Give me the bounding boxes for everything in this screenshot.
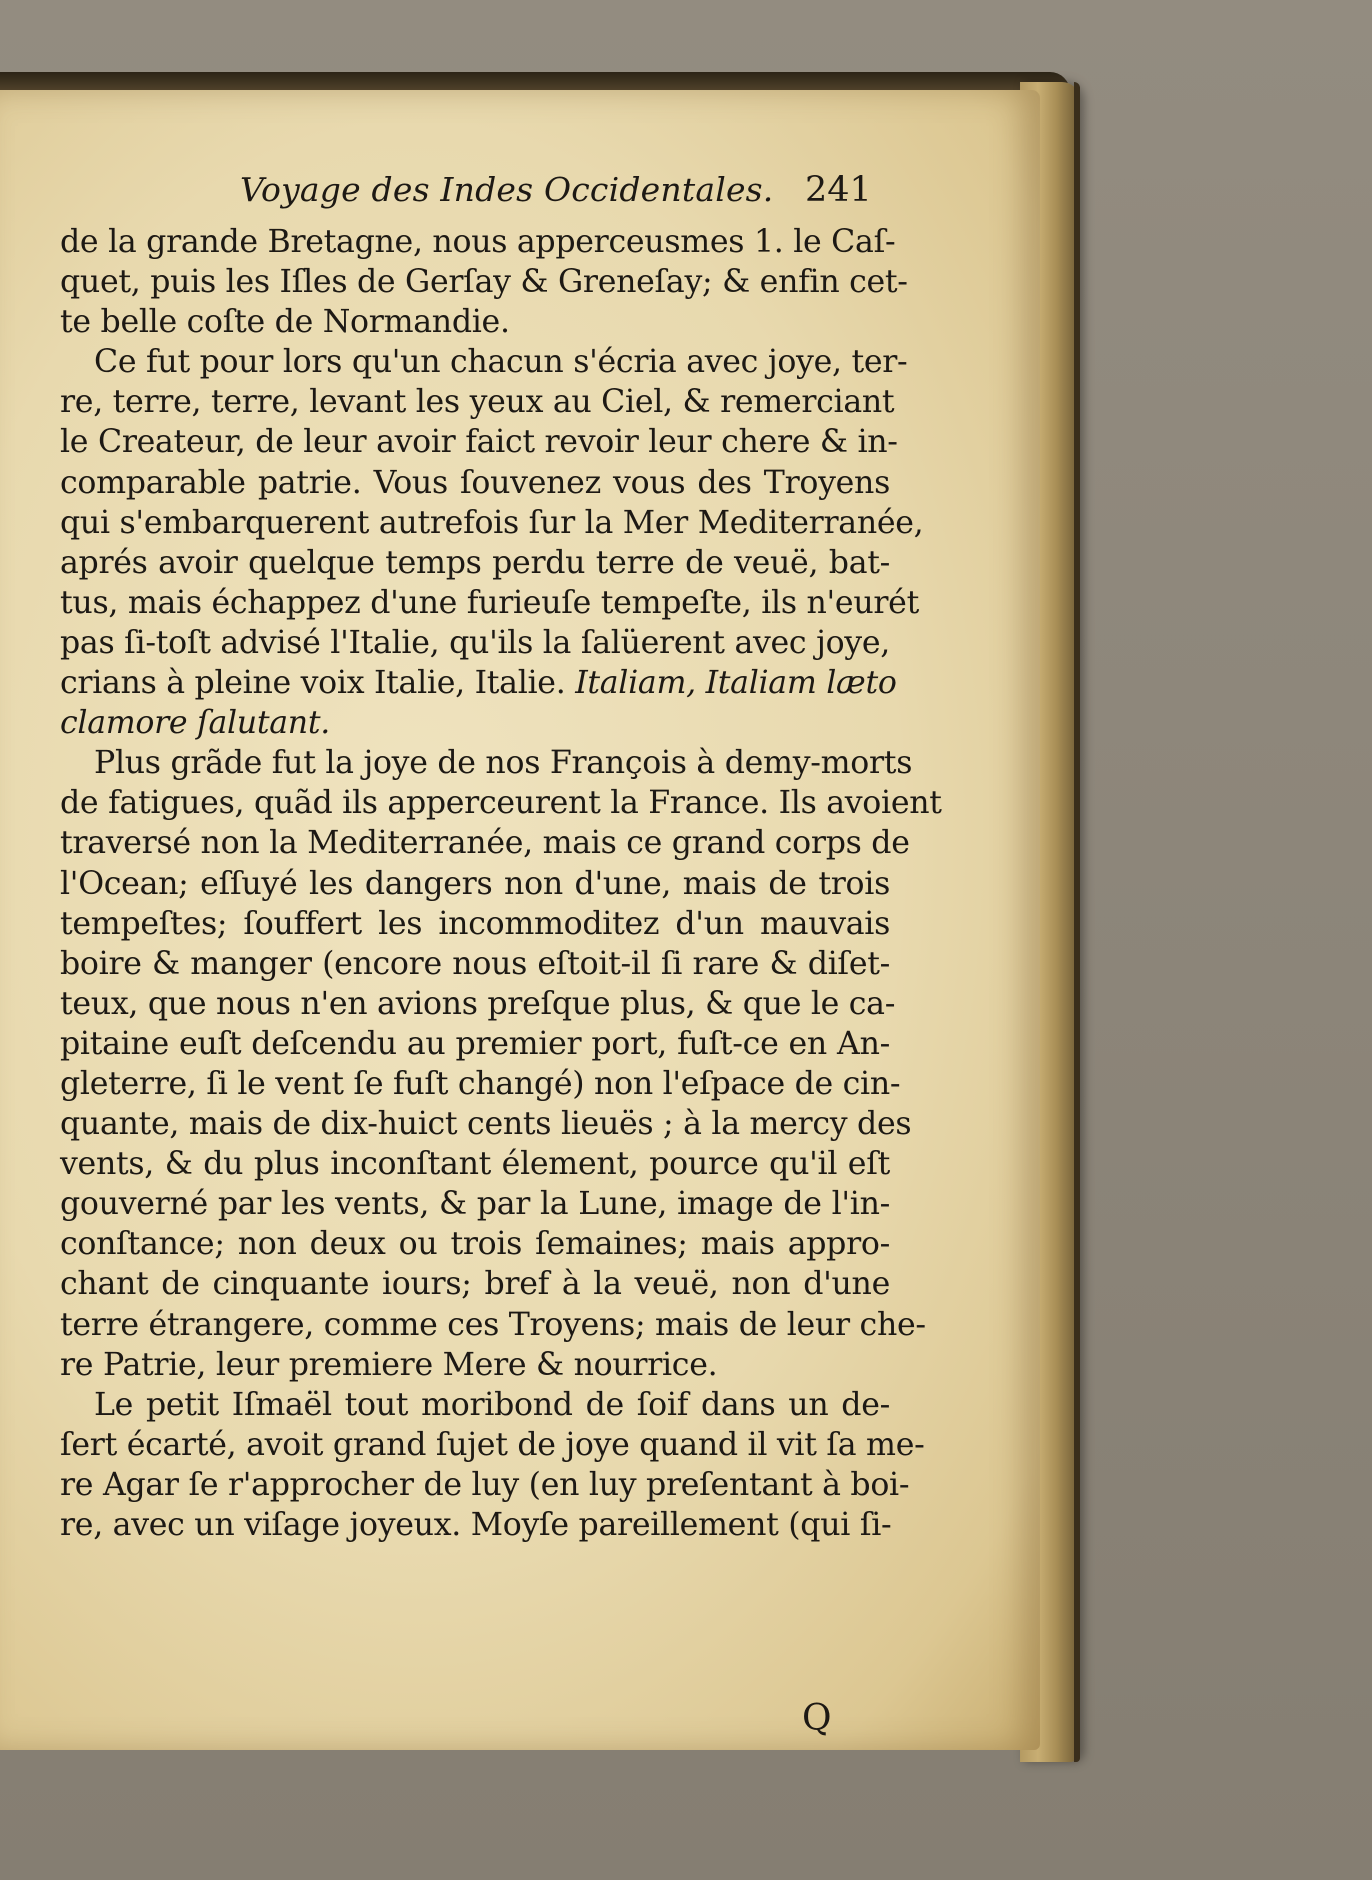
latin-quote: clamore ſalutant.	[60, 705, 330, 742]
text-line: re Patrie, leur premiere Mere & nourrice.	[60, 1346, 718, 1383]
text-line: tus, mais échappez d'une furieuſe tempeſte, ils n'eurét	[60, 584, 919, 621]
text-line: te belle coſte de Normandie.	[60, 304, 510, 341]
paragraph-first-line: Ce fut pour lors qu'un chacun s'écria avec joye, ter-	[94, 344, 908, 381]
text-line: tempeſtes; ſouffert les incommoditez d'un mauvais	[60, 905, 890, 942]
text-line: re Agar ſe r'approcher de luy (en luy preſentant à boi-	[60, 1466, 910, 1503]
text-line: conſtance; non deux ou trois ſemaines; mais appro-	[60, 1226, 890, 1263]
text-line: gleterre, ſi le vent ſe fuſt changé) non l'eſpace de cin-	[60, 1065, 901, 1102]
text-line: boire & manger (encore nous eſtoit-il ſi rare & diſet-	[60, 945, 890, 982]
text-block	[60, 222, 942, 1545]
text-line: aprés avoir quelque temps perdu terre de veuë, bat-	[60, 544, 890, 581]
text-line: teux, que nous n'en avions preſque plus, & que le ca-	[60, 985, 896, 1022]
paragraph-first-line: Plus grãde fut la joye de nos François à demy-morts	[94, 745, 913, 782]
text-line: re, terre, terre, levant les yeux au Ciel, & remerciant	[60, 384, 895, 421]
text-line: l'Ocean; eſſuyé les dangers non d'une, mais de trois	[60, 865, 890, 902]
page-number: 241	[805, 170, 872, 210]
roman-text: crians à pleine voix Italie, Italie.	[60, 665, 566, 702]
text-line: de fatigues, quãd ils apperceurent la France. Ils avoient	[60, 785, 942, 822]
paragraph-first-line: Le petit Iſmaël tout moribond de ſoif dans un de-	[94, 1386, 890, 1423]
text-line: chant de cinquante iours; bref à la veuë, non d'une	[60, 1266, 890, 1303]
text-line: re, avec un viſage joyeux. Moyſe pareillement (qui ſi-	[60, 1507, 892, 1543]
running-title: Voyage des Indes Occidentales.	[240, 170, 774, 209]
text-line: vents, & du plus inconſtant élement, pource qu'il eſt	[60, 1146, 890, 1183]
text-line-italic	[60, 703, 890, 743]
text-line: qui s'embarquerent autrefois ſur la Mer Mediterranée,	[60, 504, 924, 541]
running-head	[60, 170, 895, 222]
text-line: pitaine euſt deſcendu au premier port, fuſt-ce en An-	[60, 1025, 890, 1062]
catchword: Q	[802, 1698, 832, 1739]
text-line-mixed	[60, 663, 897, 703]
text-line: ſert écarté, avoit grand ſujet de joye quand il vit ſa me-	[60, 1426, 925, 1463]
page-content	[60, 170, 942, 1739]
text-line: quet, puis les Iſles de Gerſay & Greneſay; & enfin cet-	[60, 264, 908, 301]
text-line: comparable patrie. Vous ſouvenez vous des Troyens	[60, 464, 890, 501]
text-line: quante, mais de dix-huict cents lieuës ; à la mercy des	[60, 1106, 912, 1143]
text-line: de la grande Bretagne, nous apperceusmes 1. le Caſ-	[60, 224, 896, 260]
latin-quote: Italiam, Italiam læto	[575, 665, 897, 702]
text-line: le Createur, de leur avoir faict revoir leur chere & in-	[60, 424, 898, 461]
book-page	[0, 90, 1040, 1750]
text-line: traversé non la Mediterranée, mais ce grand corps de	[60, 825, 910, 862]
text-line: terre étrangere, comme ces Troyens; mais de leur che-	[60, 1306, 926, 1343]
text-line: pas ſi-toſt advisé l'Italie, qu'ils la ſalüerent avec joye,	[60, 624, 890, 661]
text-line: gouverné par les vents, & par la Lune, image de l'in-	[60, 1186, 890, 1223]
